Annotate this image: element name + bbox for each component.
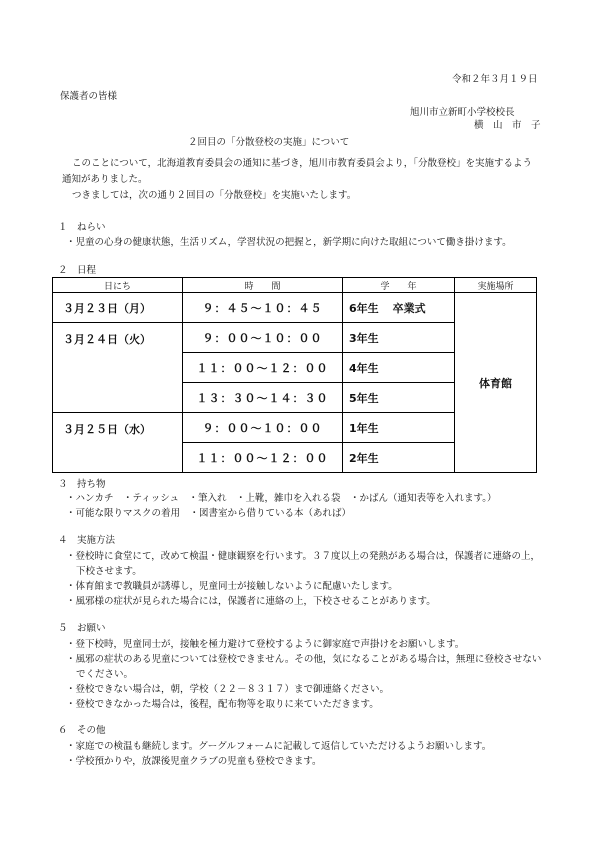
grade-cell	[343, 293, 455, 323]
time-cell: １１：００～１２：００	[183, 353, 343, 383]
section-title-aims: １ ねらい	[58, 222, 106, 233]
section-title-method: ４ 実施方法	[58, 535, 116, 546]
section-title-schedule: ２ 日程	[58, 265, 97, 276]
grade-note: 卒業式	[392, 301, 426, 315]
belongings-item: ・可能な限りマスクの着用 ・図書室から借りている本（あれば）	[66, 508, 352, 519]
intro-paragraph: このことについて，北海道教育委員会の通知に基づき，旭川市教育委員会より，「分散登校」を実施するよう通知がありました。	[62, 158, 532, 185]
schedule-header-row	[53, 278, 537, 293]
header-place: 実施場所	[455, 278, 537, 293]
aims-item: ・児童の心身の健康状態，生活リズム，学習状況の把握と，新学期に向けた取組について働き掛けます。	[66, 237, 512, 248]
other-item: ・家庭での検温も継続します。グーグルフォームに記載して返信していただけるようお願いします。	[66, 741, 492, 752]
table-row	[53, 293, 537, 323]
method-item: ・風邪様の症状が見られた場合には，保護者に連絡の上，下校させることがあります。	[66, 596, 436, 607]
grade-cell: 1年生	[343, 413, 455, 443]
header-grade: 学 年	[343, 278, 455, 293]
time-cell: ９：００～１０：００	[183, 323, 343, 353]
time-cell: １３：３０～１４：３０	[183, 383, 343, 413]
section-title-other: ６ その他	[58, 725, 106, 736]
belongings-item: ・ハンカチ ・ティッシュ ・筆入れ ・上靴，雑巾を入れる袋 ・かばん（通知表等を入れます。）	[66, 493, 497, 504]
time-cell: ９：００～１０：００	[183, 413, 343, 443]
section-title-belongings: ３ 持ち物	[58, 479, 106, 490]
method-item-continued: 下校させます。	[76, 566, 142, 577]
header-time: 時 間	[183, 278, 343, 293]
grade-cell: 3年生	[343, 323, 455, 353]
grade-cell: 5年生	[343, 383, 455, 413]
recipient: 保護者の皆様	[60, 91, 118, 102]
grade-cell: 4年生	[343, 353, 455, 383]
request-item: ・登校できなかった場合は，後程，配布物等を取りに来ていただきます。	[66, 699, 379, 710]
request-item-continued: でください。	[76, 669, 134, 680]
document-title: ２回目の「分散登校の実施」について	[188, 137, 350, 148]
document-date: 令和２年３月１９日	[452, 74, 538, 85]
request-item: ・登校できない場合は，朝，学校（２２－８３１７）まで御連絡ください。	[66, 684, 390, 695]
header-date: 日にち	[53, 278, 183, 293]
method-item: ・登校時に食堂にて，改めて検温・健康観察を行います。３７度以上の発熱がある場合は，保護者に連絡の上，	[66, 551, 541, 562]
grade-label: 6年生	[349, 301, 379, 315]
schedule-table	[52, 277, 537, 473]
other-item: ・学校預かりや，放課後児童クラブの児童も登校できます。	[66, 756, 322, 767]
sender-organization: 旭川市立新町小学校校長	[410, 107, 515, 118]
date-cell: ３月２４日（火）	[53, 323, 183, 413]
sender-name: 横 山 市 子	[474, 120, 541, 131]
grade-cell: 2年生	[343, 443, 455, 473]
request-item: ・風邪の症状のある児童については登校できません。その他，気になることがある場合は，無理に登校させない	[66, 654, 542, 665]
intro-paragraph-2: つきましては，次の通り２回目の「分散登校」を実施いたします。	[72, 190, 357, 201]
method-item: ・体育館まで教職員が誘導し，児童同士が接触しないように配慮いたします。	[66, 581, 398, 592]
section-title-requests: ５ お願い	[58, 623, 106, 634]
date-cell: ３月２５日（水）	[53, 413, 183, 473]
time-cell: ９：４５～１０：４５	[183, 293, 343, 323]
request-item: ・登下校時，児童同士が，接触を極力避けて登校するように御家庭で声掛けをお願いします。	[66, 639, 465, 650]
time-cell: １１：００～１２：００	[183, 443, 343, 473]
date-cell: ３月２３日（月）	[53, 293, 183, 323]
place-cell: 体育館	[455, 293, 537, 473]
